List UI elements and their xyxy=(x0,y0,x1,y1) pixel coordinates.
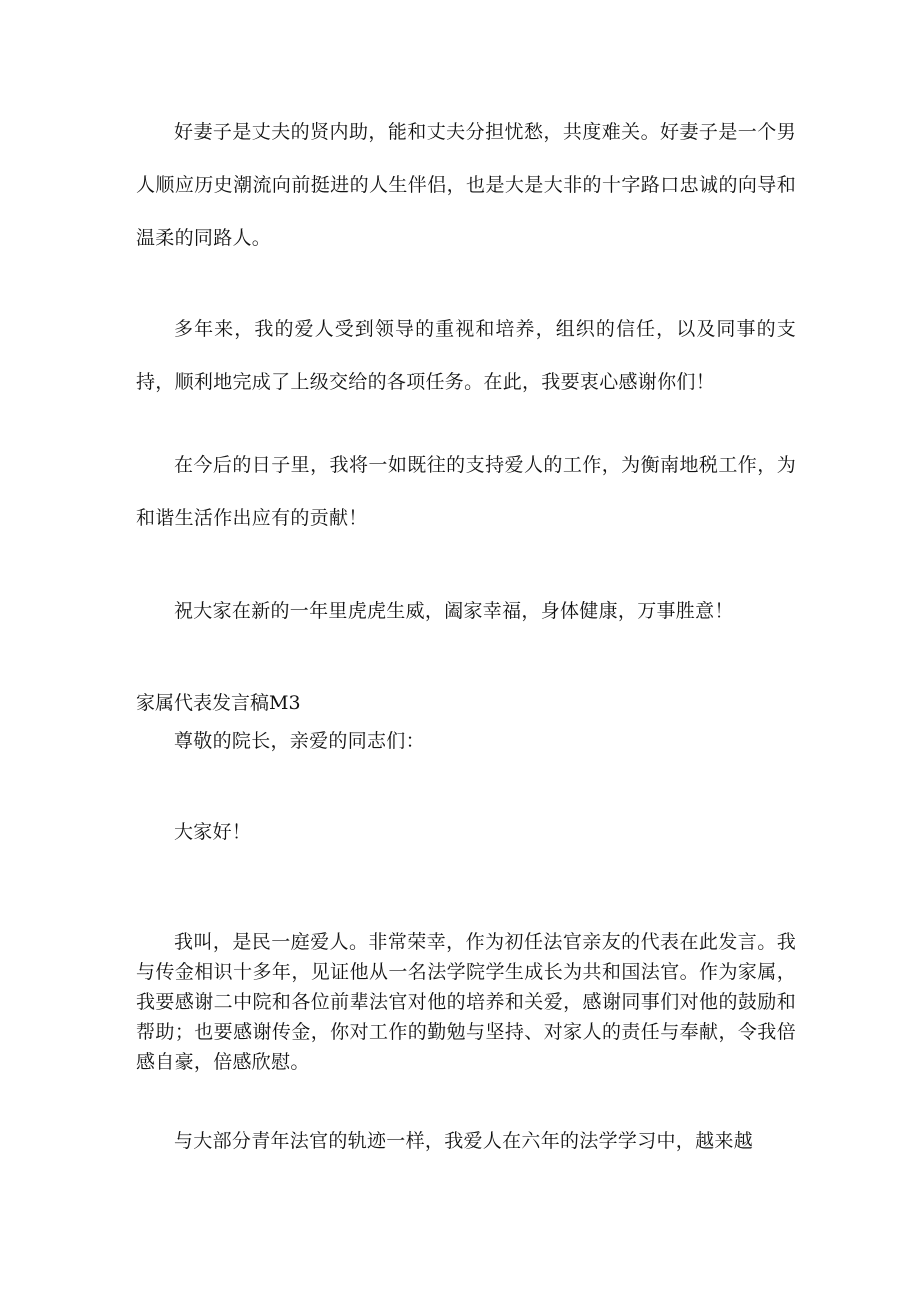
paragraph-text: 好妻子是丈夫的贤内助，能和丈夫分担忧愁，共度难关。好妻子是一个男人顺应历史潮流向前挺进的人生伴侣，也是大是大非的十字路口忠诚的向导和温柔的同路人。 xyxy=(136,121,796,249)
greeting-text: 大家好！ xyxy=(174,821,252,843)
section-title: 家属代表发言稿M3 xyxy=(136,692,301,714)
salutation xyxy=(136,726,796,756)
paragraph-text: 多年来，我的爱人受到领导的重视和培养，组织的信任，以及同事的支持，顺利地完成了上级交给的各项任务。在此，我要衷心感谢你们！ xyxy=(136,318,796,393)
paragraph-introduction xyxy=(136,927,796,1077)
greeting xyxy=(136,817,796,847)
paragraph-support xyxy=(136,439,796,545)
paragraph-thanks xyxy=(136,303,796,409)
paragraph-text: 我叫，是民一庭爱人。非常荣幸，作为初任法官亲友的代表在此发言。我与传金相识十多年，见证他从一名法学院学生成长为共和国法官。作为家属，我要感谢二中院和各位前辈法官对他的培养和关爱，感谢同事们对他的鼓励和帮助；也要感谢传金，你对工作的勤勉与坚持、对家人的责任与奉献，令我倍感自豪，倍感欣慰。 xyxy=(136,931,796,1073)
paragraph-trajectory xyxy=(136,1126,796,1156)
paragraph-good-wife xyxy=(136,106,796,265)
paragraph-text: 在今后的日子里，我将一如既往的支持爱人的工作，为衡南地税工作，为和谐生活作出应有的贡献！ xyxy=(136,454,796,529)
salutation-text: 尊敬的院长，亲爱的同志们： xyxy=(174,730,425,752)
paragraph-text: 与大部分青年法官的轨迹一样，我爱人在六年的法学学习中，越来越 xyxy=(174,1130,754,1152)
paragraph-wishes xyxy=(136,585,796,638)
paragraph-text: 祝大家在新的一年里虎虎生威，阖家幸福，身体健康，万事胜意！ xyxy=(174,600,734,622)
